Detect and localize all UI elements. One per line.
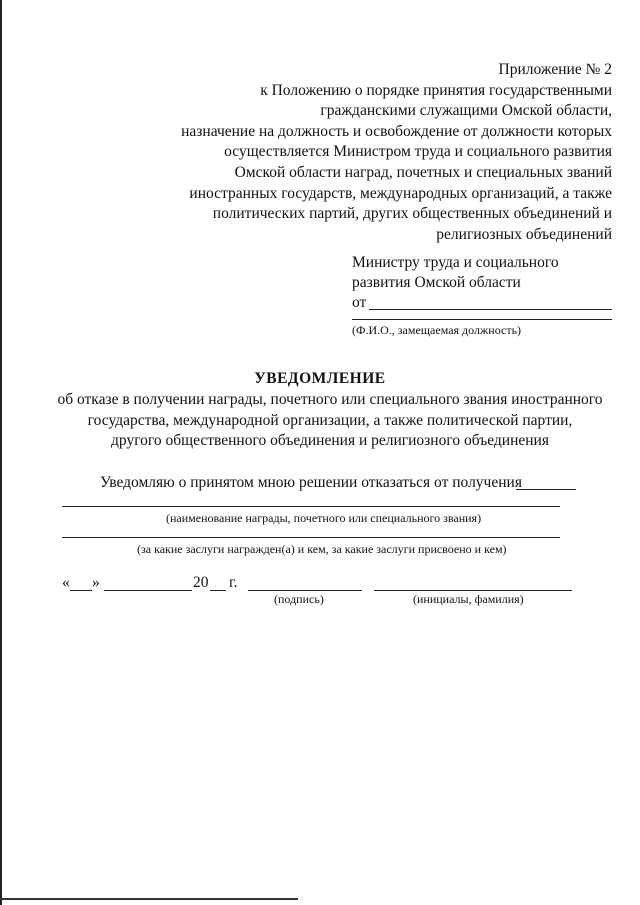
appendix-line: Приложение № 2 <box>498 61 612 78</box>
fio-caption: (Ф.И.О., замещаемая должность) <box>352 323 522 337</box>
scan-left-edge <box>0 0 2 905</box>
subtitle-line: государства, международной организации, а также политической партии, <box>87 411 573 429</box>
from-blank-line <box>369 309 612 310</box>
appendix-line: иностранных государств, международных организаций, а также <box>189 184 612 202</box>
quote-close: » <box>92 574 100 591</box>
appendix-line: к Положению о порядке принятия государственными <box>260 81 612 99</box>
quote-open: « <box>62 574 70 591</box>
year-prefix: 20 <box>193 574 209 591</box>
appendix-line: гражданскими служащими Омской области, <box>320 102 612 120</box>
signature-line <box>248 590 362 591</box>
name-line <box>374 590 572 591</box>
signature-caption: (подпись) <box>274 592 324 606</box>
fio-blank-line <box>352 319 612 320</box>
name-caption: (инициалы, фамилия) <box>413 592 524 606</box>
appendix-line: осуществляется Министром труда и социального развития <box>224 143 612 161</box>
award-caption: (наименование награды, почетного или специального звания) <box>166 511 482 525</box>
appendix-line: Омской области наград, почетных и специальных званий <box>234 163 612 181</box>
merit-line <box>62 537 560 538</box>
addressee-block <box>352 253 622 337</box>
from-label: от <box>352 294 367 311</box>
notice-title: УВЕДОМЛЕНИЕ <box>254 370 386 387</box>
notice-subtitle <box>40 390 620 452</box>
subtitle-line: другого общественного объединения и религиозного объединения <box>111 432 549 449</box>
addressee-line: Министру труда и социального <box>352 254 559 271</box>
appendix-line: религиозных объединений <box>436 225 612 243</box>
scan-bottom-edge <box>0 898 298 900</box>
appendix-line: политических партий, других общественных объединений и <box>212 205 612 223</box>
notice-blank-line <box>516 489 576 490</box>
addressee-line: развития Омской области <box>352 274 521 291</box>
appendix-line: назначение на должность и освобождение от должности которых <box>181 122 612 140</box>
month-line <box>104 590 192 591</box>
award-name-line <box>62 506 560 507</box>
from-row <box>352 293 622 313</box>
subtitle-line: об отказе в получении награды, почетного или специального звания иностранного <box>57 391 603 408</box>
appendix-header <box>152 60 612 245</box>
day-line <box>70 590 92 591</box>
year-suffix: г. <box>229 574 238 591</box>
year-line <box>210 590 226 591</box>
notice-body-text: Уведомляю о принятом мною решении отказаться от получения <box>100 474 522 491</box>
merit-caption: (за какие заслуги награжден(а) и кем, за какие заслуги присвоено и кем) <box>137 542 507 556</box>
